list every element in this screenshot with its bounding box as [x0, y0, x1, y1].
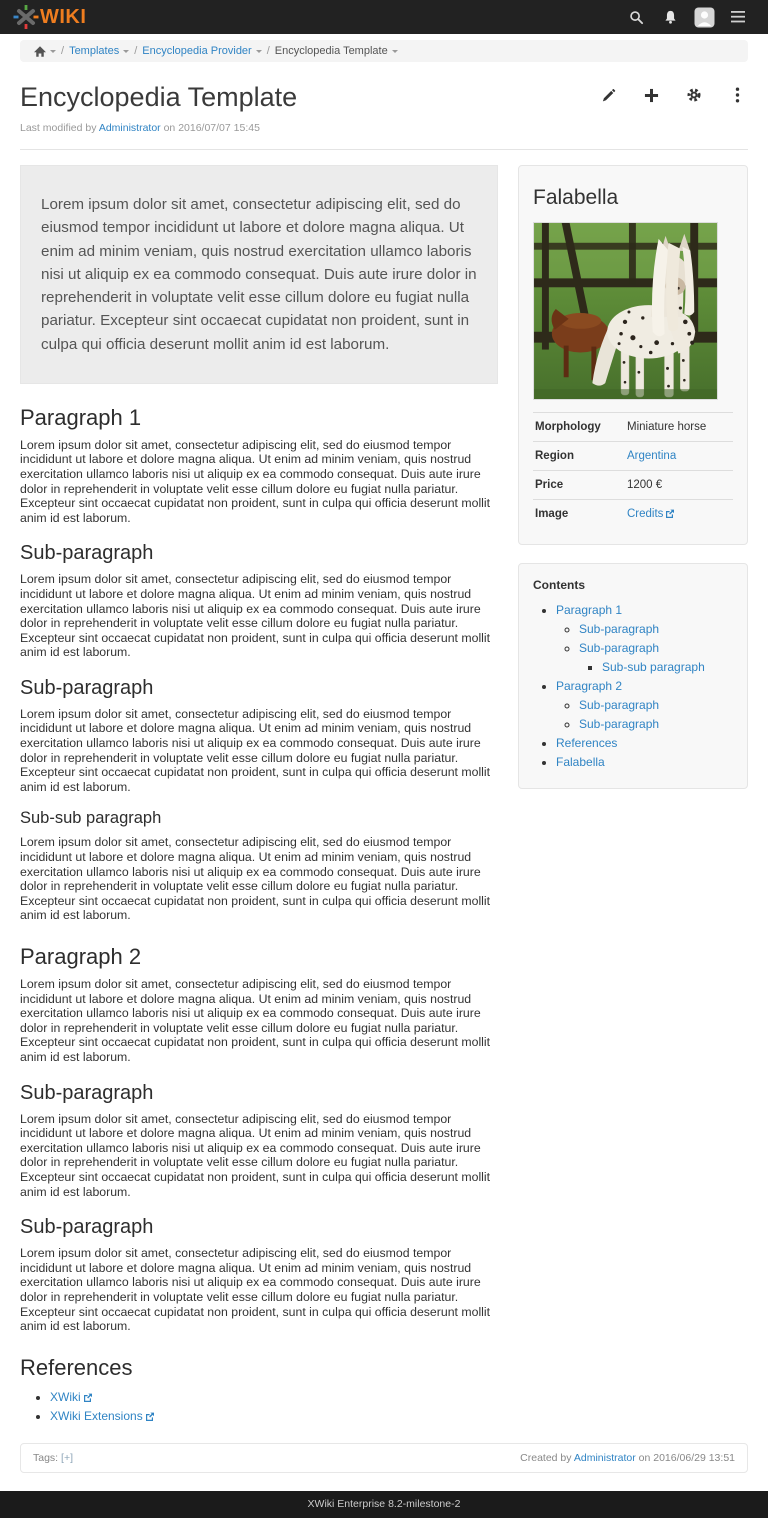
credits-link[interactable]: [627, 508, 674, 520]
xwiki-logo[interactable]: [13, 4, 86, 30]
body-paragraph: Lorem ipsum dolor sit amet, consectetur adipiscing elit, sed do eiusmod tempor incididunt ut labore et dolore magna aliqua. Ut enim ad minim veniam, quis nostrud exercitation ullamco laboris nisi ut aliquip ex ea commodo consequat. Duis aute irure dolor in reprehenderit in voluptate velit esse cillum dolore eu fugiat nulla pariatur. Excepteur sint occaecat cupidatat non proident, sunt in culpa qui officia deserunt mollit anim id est laborum.: [20, 1111, 491, 1199]
contents-panel: [518, 563, 748, 789]
chevron-down-icon[interactable]: [392, 50, 398, 53]
heading-paragraph-2: Paragraph 2: [20, 944, 142, 969]
credits-link-label: Credits: [627, 508, 664, 520]
references-list: [20, 1388, 498, 1428]
created-prefix: Created by: [520, 1452, 572, 1465]
reference-link-label: XWiki Extensions: [50, 1409, 143, 1424]
region-link[interactable]: Argentina: [627, 450, 677, 462]
list-item: [556, 753, 733, 772]
external-link-icon: [665, 509, 674, 518]
created-suffix: on 2016/06/29 13:51: [638, 1452, 735, 1465]
intro-text: Lorem ipsum dolor sit amet, consectetur adipiscing elit, sed do eiusmod tempor incididunt ut labore et dolore magna aliqua. Ut enim ad minim veniam, quis nostrud exercitation ullamco laboris nisi ut aliquip ex ea commodo consequat. Duis aute irure dolor in reprehenderit in voluptate velit esse cillum dolore eu fugiat nulla pariatur. Excepteur sint occaecat cupidatat non proident, sunt in culpa qui officia deserunt mollit anim id est laborum.: [41, 196, 477, 353]
search-icon[interactable]: [619, 0, 653, 34]
tags-label: Tags:: [33, 1452, 59, 1465]
breadcrumb: [20, 40, 748, 62]
sidebar: [518, 165, 748, 789]
notifications-bell-icon[interactable]: [653, 0, 687, 34]
toc-link-paragraph-1[interactable]: Paragraph 1: [556, 603, 623, 617]
list-item: [50, 1407, 498, 1427]
list-item: [556, 601, 733, 677]
page-title: Encyclopedia Template: [20, 82, 298, 112]
version-footer: [0, 1491, 768, 1518]
logo-wordmark: WIKI: [40, 6, 87, 28]
reference-link-xwiki[interactable]: [50, 1390, 92, 1404]
version-text: XWiki Enterprise 8.2-milestone-2: [307, 1498, 461, 1511]
tags-area: [33, 1452, 73, 1464]
chevron-down-icon[interactable]: [123, 50, 129, 53]
modified-suffix: on 2016/07/07 15:45: [163, 122, 260, 134]
toc-link-sub-paragraph[interactable]: Sub-paragraph: [579, 640, 660, 655]
home-icon[interactable]: [34, 46, 46, 57]
falabella-horse-photo: [533, 222, 718, 400]
edit-pencil-icon[interactable]: [597, 86, 619, 104]
table-row: [533, 442, 733, 471]
add-tag-button[interactable]: [+]: [61, 1452, 73, 1465]
intro-abstract-box: [20, 165, 498, 384]
document-content: [20, 165, 498, 1427]
toc-link-sub-sub-paragraph[interactable]: Sub-sub paragraph: [602, 659, 705, 674]
created-by-line: [520, 1452, 735, 1464]
xwiki-x-logo-icon: [13, 4, 39, 30]
infobox-row-value: 1200 €: [627, 479, 663, 491]
heading-sub-paragraph-1b: Sub-paragraph: [20, 676, 154, 699]
body-paragraph: Lorem ipsum dolor sit amet, consectetur adipiscing elit, sed do eiusmod tempor incididunt ut labore et dolore magna aliqua. Ut enim ad minim veniam, quis nostrud exercitation ullamco laboris nisi ut aliquip ex ea commodo consequat. Duis aute irure dolor in reprehenderit in voluptate velit esse cillum dolore eu fugiat nulla pariatur. Excepteur sint occaecat cupidatat non proident, sunt in culpa qui officia deserunt mollit anim id est laborum.: [20, 1246, 491, 1334]
infobox-row-label: Morphology: [535, 421, 601, 433]
menu-icon[interactable]: [721, 0, 755, 34]
infobox-row-label: Region: [535, 450, 574, 462]
toc-list: [533, 601, 733, 772]
chevron-down-icon[interactable]: [50, 50, 56, 53]
list-item: [579, 639, 733, 677]
add-plus-icon[interactable]: [640, 86, 662, 104]
heading-sub-paragraph-2b: Sub-paragraph: [20, 1216, 154, 1239]
header-divider: [20, 149, 748, 150]
page-actions: [597, 86, 748, 104]
toc-link-sub-paragraph[interactable]: Sub-paragraph: [579, 697, 660, 712]
body-paragraph: Lorem ipsum dolor sit amet, consectetur adipiscing elit, sed do eiusmod tempor incididunt ut labore et dolore magna aliqua. Ut enim ad minim veniam, quis nostrud exercitation ullamco laboris nisi ut aliquip ex ea commodo consequat. Duis aute irure dolor in reprehenderit in voluptate velit esse cillum dolore eu fugiat nulla pariatur. Excepteur sint occaecat cupidatat non proident, sunt in culpa qui officia deserunt mollit anim id est laborum.: [20, 835, 491, 923]
top-navbar: [0, 0, 768, 34]
document-footer-bar: [20, 1443, 748, 1473]
table-row: [533, 413, 733, 442]
list-item: [579, 696, 733, 715]
breadcrumb-current-page: Encyclopedia Template: [274, 45, 388, 57]
heading-references: References: [20, 1354, 133, 1380]
breadcrumb-separator: /: [134, 45, 138, 57]
infobox-title: Falabella: [533, 186, 619, 209]
toc-link-sub-paragraph[interactable]: Sub-paragraph: [579, 621, 660, 636]
toc-link-paragraph-2[interactable]: Paragraph 2: [556, 678, 623, 693]
toc-link-falabella[interactable]: Falabella: [556, 754, 605, 769]
list-item: [50, 1388, 498, 1408]
body-paragraph: Lorem ipsum dolor sit amet, consectetur adipiscing elit, sed do eiusmod tempor incididunt ut labore et dolore magna aliqua. Ut enim ad minim veniam, quis nostrud exercitation ullamco laboris nisi ut aliquip ex ea commodo consequat. Duis aute irure dolor in reprehenderit in voluptate velit esse cillum dolore eu fugiat nulla pariatur. Excepteur sint occaecat cupidatat non proident, sunt in culpa qui officia deserunt mollit anim id est laborum.: [20, 437, 491, 525]
breadcrumb-separator: /: [266, 45, 270, 57]
breadcrumb-separator: /: [61, 45, 65, 57]
heading-sub-paragraph-1a: Sub-paragraph: [20, 542, 154, 565]
user-avatar[interactable]: [687, 0, 721, 34]
toc-link-references[interactable]: References: [556, 735, 618, 750]
body-paragraph: Lorem ipsum dolor sit amet, consectetur adipiscing elit, sed do eiusmod tempor incididunt ut labore et dolore magna aliqua. Ut enim ad minim veniam, quis nostrud exercitation ullamco laboris nisi ut aliquip ex ea commodo consequat. Duis aute irure dolor in reprehenderit in voluptate velit esse cillum dolore eu fugiat nulla pariatur. Excepteur sint occaecat cupidatat non proident, sunt in culpa qui officia deserunt mollit anim id est laborum.: [20, 572, 491, 660]
table-row: [533, 500, 733, 529]
list-item: [602, 658, 733, 677]
table-row: [533, 471, 733, 500]
list-item: [579, 715, 733, 734]
modified-prefix: Last modified by: [20, 122, 97, 134]
toc-link-sub-paragraph[interactable]: Sub-paragraph: [579, 716, 660, 731]
last-modified-line: [20, 122, 748, 134]
heading-sub-paragraph-2a: Sub-paragraph: [20, 1081, 154, 1104]
breadcrumb-link-encyclopedia-provider[interactable]: Encyclopedia Provider: [142, 45, 252, 57]
body-paragraph: Lorem ipsum dolor sit amet, consectetur adipiscing elit, sed do eiusmod tempor incididunt ut labore et dolore magna aliqua. Ut enim ad minim veniam, quis nostrud exercitation ullamco laboris nisi ut aliquip ex ea commodo consequat. Duis aute irure dolor in reprehenderit in voluptate velit esse cillum dolore eu fugiat nulla pariatur. Excepteur sint occaecat cupidatat non proident, sunt in culpa qui officia deserunt mollit anim id est laborum.: [20, 977, 491, 1064]
infobox-table: [533, 412, 733, 528]
list-item: [556, 677, 733, 734]
heading-paragraph-1: Paragraph 1: [20, 404, 142, 430]
infobox-row-value: Miniature horse: [627, 421, 707, 433]
body-paragraph: Lorem ipsum dolor sit amet, consectetur adipiscing elit, sed do eiusmod tempor incididunt ut labore et dolore magna aliqua. Ut enim ad minim veniam, quis nostrud exercitation ullamco laboris nisi ut aliquip ex ea commodo consequat. Duis aute irure dolor in reprehenderit in voluptate velit esse cillum dolore eu fugiat nulla pariatur. Excepteur sint occaecat cupidatat non proident, sunt in culpa qui officia deserunt mollit anim id est laborum.: [20, 706, 491, 794]
infobox-row-label: Image: [535, 508, 569, 520]
reference-link-label: XWiki: [50, 1389, 81, 1404]
external-link-icon: [83, 1393, 92, 1402]
toc-title: Contents: [533, 578, 585, 592]
settings-gear-icon[interactable]: [683, 86, 705, 104]
external-link-icon: [145, 1412, 154, 1421]
list-item: [556, 734, 733, 753]
heading-sub-sub-paragraph: Sub-sub paragraph: [20, 809, 162, 828]
infobox-row-label: Price: [535, 479, 564, 491]
more-kebab-icon[interactable]: [726, 86, 748, 104]
chevron-down-icon[interactable]: [256, 50, 262, 53]
breadcrumb-link-templates[interactable]: Templates: [69, 45, 120, 57]
reference-link-xwiki-extensions[interactable]: [50, 1409, 154, 1423]
infobox-panel-falabella: [518, 165, 748, 545]
modified-by-user-link[interactable]: Administrator: [98, 122, 161, 134]
created-by-user-link[interactable]: Administrator: [573, 1452, 636, 1465]
list-item: [579, 620, 733, 639]
